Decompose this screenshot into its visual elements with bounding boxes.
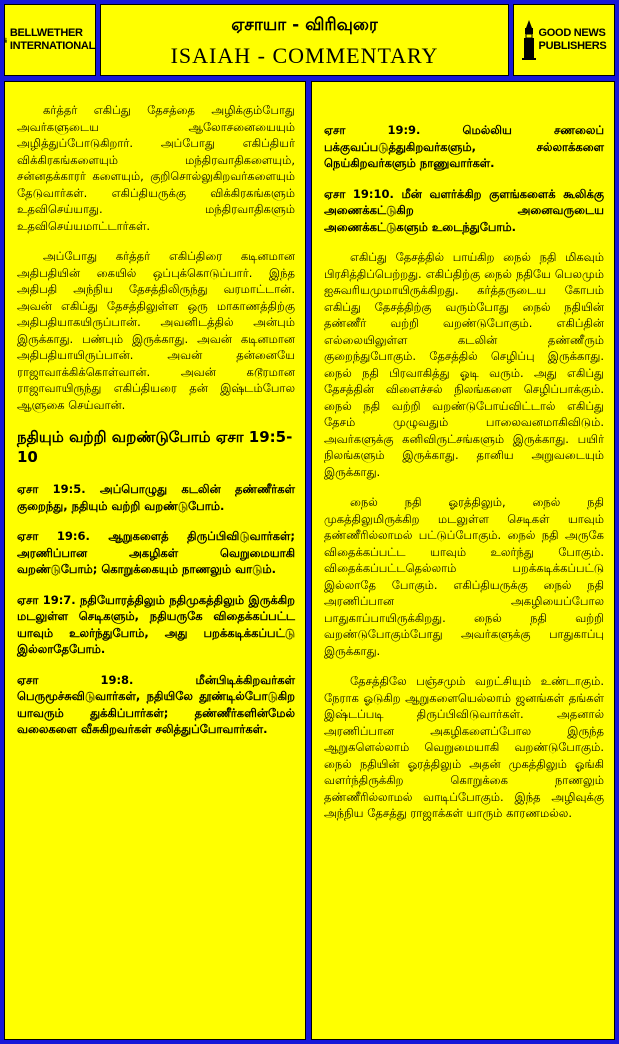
- left-paragraph-1: கர்த்தர் எகிப்து தேசத்தை அழிக்கும்போது அவர்களுடைய ஆலோசனையையும் அழித்துப்போடுகிறார். அப்போது எகிப்தியர் விக்கிரகங்களையும் மந்திரவாதிகளையும், சன்னதக்காரர் களையும், குறிசொல்லுகிறவர்களையும் தேடுவார்கள். எகிப்தியருக்கு விக்கிரகங்களும் உதவிசெய்யாது. மந்திரவாதிகளும் உதவிசெய்யமாட்டார்கள்.: [17, 103, 295, 233]
- right-paragraph-2: நைல் நதி ஓரத்திலும், நைல் நதி முகத்திலுமிருக்கிற மடலுள்ள செடிகள் யாவும் தண்ணீரில்லாமல் பட்டுப்போகும். நைல் நதி அருகே விதைக்கப்பட்ட யாவும் உலர்ந்து போகும். விதைக்கப்பட்டதெல்லாம் பறக்கடிக்கப்பட்டு இல்லாதே போகும். எகிப்தியருக்கு நைல் நதி அரணிப்பான அகழியைப்போல பாதுகாப்பாயிருக்கிறது. நைல் நதி வற்றி வறண்டுபோகும்போது அவர்களுக்கு பாதுகாப்பு இருக்காது.: [324, 495, 604, 658]
- left-paragraph-2: அப்போது கர்த்தர் எகிப்திரை கடினமான அதிபதியின் கையில் ஒப்புக்கொடுப்பார். இந்த அதிபதி அந்நிய தேசத்திலிருந்து வரமாட்டான். அவன் எகிப்து தேசத்திலுள்ள ஒரு மாகாணத்திற்கு அதிபதியாகயிருப்பான். அவனிடத்தில் அன்பும் இருக்காது. பண்பும் இருக்காது. அவன் கடினமான அதிபதியாயிருப்பான். அவன் தன்னையே ராஜாவாக்கிக்கொள்வான். அவன் கடூரமான ராஜாவாயிருந்து எகிப்தியரை தன் இஷ்டம்போல ஆளுகை செய்வான்.: [17, 249, 295, 412]
- right-logo-line-1: GOOD NEWS: [538, 27, 606, 39]
- verse-19-7: ஏசா 19:7. நதியோரத்திலும் நதிமுகத்திலும் இருக்கிற மடலுள்ள செடிகளும், நதியருகே விதைக்கப்பட்ட யாவும் உலர்ந்துபோம், அது பறக்கடிக்கப்பட்டு இல்லாதேபோம்.: [17, 592, 295, 656]
- left-column: [4, 81, 306, 1040]
- right-logo-line-2: PUBLISHERS: [538, 40, 607, 52]
- title-tamil: ஏசாயா - விரிவுரை: [231, 15, 378, 35]
- verse-19-8: ஏசா 19:8. மீன்பிடிக்கிறவர்கள் பெருமூச்சுவிடுவார்கள், நதியிலே தூண்டில்போடுகிற யாவரும் துக்கிப்பார்கள்; தண்ணீர்களின்மேல் வலைகளை வீசுகிறவர்கள் சலித்துப்போவார்கள்.: [17, 672, 295, 736]
- verse-19-10: ஏசா 19:10. மீன் வளர்க்கிற குளங்களைக் கூலிக்கு அணைக்கட்டுகிற அனைவருடைய அணைக்கட்டுகளும் உடைந்துபோம்.: [324, 186, 604, 234]
- title-english: ISAIAH - COMMENTARY: [170, 43, 439, 68]
- title-box: [100, 4, 509, 76]
- bell-tower-icon: [522, 20, 536, 60]
- verse-19-9: ஏசா 19:9. மெல்லிய சணலைப் பக்குவப்படுத்துகிறவர்களும், சல்லாக்களை நெய்கிறவர்களும் நாணுவார்கள்.: [324, 123, 604, 170]
- right-logo-box: [513, 4, 615, 76]
- bell-tower-icon: [5, 20, 7, 60]
- left-logo-line-2: INTERNATIONAL: [9, 40, 95, 52]
- left-logo-text: [10, 27, 95, 53]
- right-paragraph-1: எகிப்து தேசத்தில் பாய்கிற நைல் நதி மிகவும் பிரசித்திப்பெற்றது. எகிப்திற்கு நைல் நதியே பெலமும் ஐசுவரியமுமாயிருக்கிறது. கர்த்தருடைய கோபம் எகிப்து தேசத்திற்கு வரும்போது நைல் நதியின் தண்ணீர் வற்றி வறண்டுபோகும். எகிப்தின் எல்லையிலுள்ள கடலின் தண்ணீரும் குறைந்துபோகும். தேசத்தில் செழிப்பு இருக்காது. நைல் நதி பிரவாகித்து ஓடி வரும். அது எகிப்து தேசத்தின் விளைச்சல் நிலங்களை செழிப்பாக்கும். நைல் நதி வற்றி வறண்டுபோய்விட்டால் எகிப்து தேசம் முழுவதும் பாலைவனமாகிவிடும். அவர்களுக்கு கனிவிருட்சங்களும் இருக்காது. பயிர் நிலங்களும் இருக்காது. தானிய அறுவடையும் இருக்காது.: [324, 250, 604, 479]
- left-logo-line-1: BELLWETHER: [9, 27, 83, 39]
- right-paragraph-3: தேசத்திலே பஞ்சமும் வறட்சியும் உண்டாகும். நேராக ஓடுகிற ஆறுகளையெல்லாம் ஜனங்கள் தங்கள் இஷ்டப்படி திருப்பிவிடுவார்கள். அதனால் அரணிப்பான அகழிகளைப்போல இருந்த ஆறுகளெல்லாம் வெறுமையாகி வறண்டுபோகும். நைல் நதியின் ஓரத்திலும் அதன் முகத்திலும் ஓங்கி வளர்ந்திருக்கிற கொறுக்கை நாணலும் தண்ணீரில்லாமல் வாடிப்போகும். இந்த அழிவுக்கு அந்நிய தேசத்து ராஜாக்கள் யாரும் காரணமல்ல.: [324, 674, 604, 820]
- verse-19-5: ஏசா 19:5. அப்பொழுது கடலின் தண்ணீர்கள் குறைந்து, நதியும் வற்றி வறண்டுபோம்.: [17, 482, 295, 513]
- right-logo-text: [539, 27, 607, 53]
- verse-19-6: ஏசா 19:6. ஆறுகளைத் திருப்பிவிடுவார்கள்; அரணிப்பான அகழிகள் வெறுமையாகி வறண்டுபோம்; கொறுக்கையும் நாணலும் வாடும்.: [17, 529, 295, 576]
- right-column: [311, 81, 615, 1040]
- left-logo-box: [4, 4, 96, 76]
- section-heading: நதியும் வற்றி வறண்டுபோம் ஏசா 19:5-10: [17, 428, 293, 466]
